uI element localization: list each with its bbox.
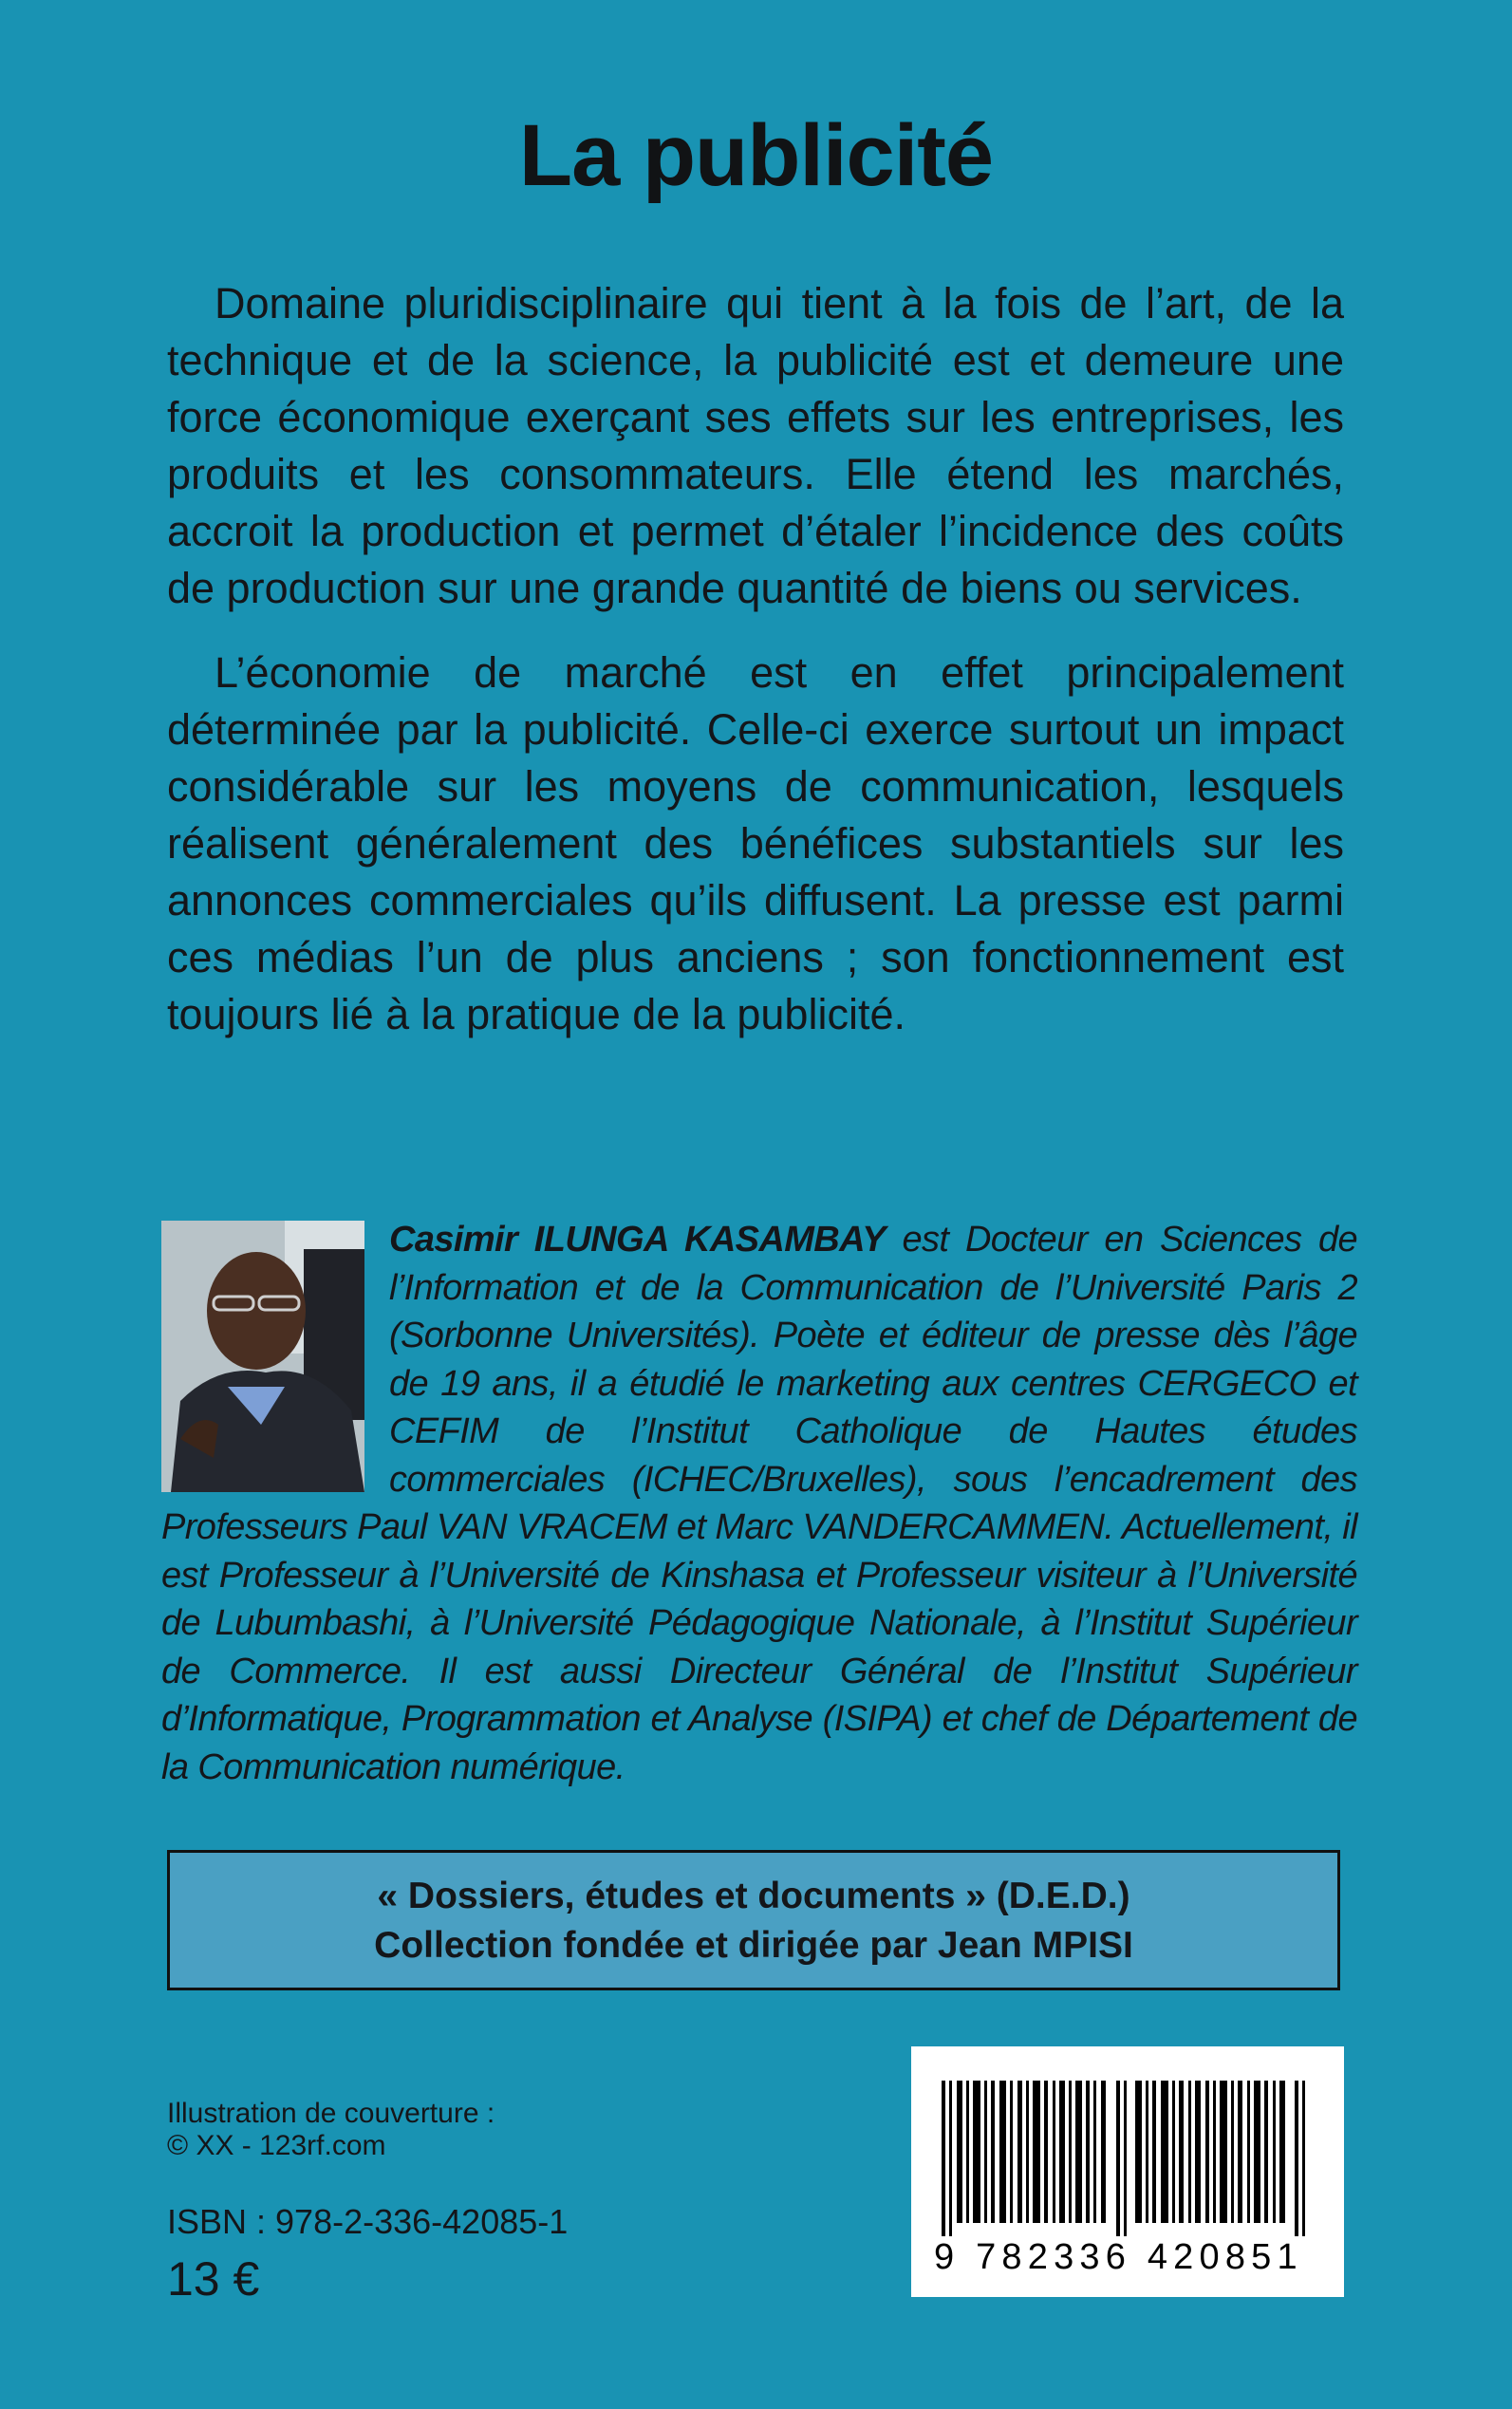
back-cover-blurb [167, 275, 1344, 1071]
credits-source: © XX - 123rf.com [167, 2130, 386, 2161]
author-bio [161, 1216, 1357, 1791]
isbn: ISBN : 978-2-336-42085-1 [167, 2202, 569, 2241]
collection-box [167, 1850, 1340, 1990]
price: 13 € [167, 2252, 260, 2306]
collection-editor: Collection fondée et dirigée par Jean MPISI [374, 1925, 1133, 1966]
collection-title: « Dossiers, études et documents » (D.E.D.) [377, 1876, 1130, 1916]
book-title: La publicité [518, 107, 994, 204]
credits-label: Illustration de couverture : [167, 2098, 495, 2129]
blurb-paragraph: Domaine pluridisciplinaire qui tient à la fois de l’art, de la technique et de la science, la publicité est et demeure une force économique exerçant ses effets sur les entreprises, les produits et les consommateurs. Elle étend les marchés, accroit la production et permet d’étaler l’incidence des coûts de production sur une grande quantité de biens ou services. [167, 279, 1344, 612]
barcode [911, 2046, 1344, 2297]
barcode-digits: 9 782336 420851 [934, 2237, 1303, 2277]
barcode-bars [934, 2081, 1321, 2236]
blurb-paragraph: L’économie de marché est en effet principalement déterminée par la publicité. Celle-ci exerce surtout un impact considérable sur les moyens de communication, lesquels réalisent généralement des bénéfices substantiels sur les annonces commerciales qu’ils diffusent. La presse est parmi ces médias l’un de plus anciens ; son fonctionnement est toujours lié à la pratique de la publicité. [167, 648, 1344, 1038]
author-name: Casimir ILUNGA KASAMBAY [389, 1220, 886, 1260]
author-bio-text: est Docteur en Sciences de l’Information et de la Communication de l’Université Paris 2 (Sorbonne Universités). Poète et éditeur de presse dès l’âge de 19 ans, il a étudié le marketing aux centres CERGECO et CEFIM de l’Institut Catholique de Hautes études commerciales (ICHEC/Bruxelles), sous l’encadrement des Professeurs Paul VAN VRACEM et Marc VANDERCAMMEN. Actuellement, il est Professeur à l’Université de Kinshasa et Professeur visiteur à l’Université de Lubumbashi, à l’Université Pédagogique Nationale, à l’Institut Supérieur de Commerce. Il est aussi Directeur Général de l’Institut Supérieur d’Informatique, Programmation et Analyse (ISIPA) et chef de Département de la Communication numérique. [161, 1220, 1358, 1787]
cover-credits [167, 2098, 495, 2162]
